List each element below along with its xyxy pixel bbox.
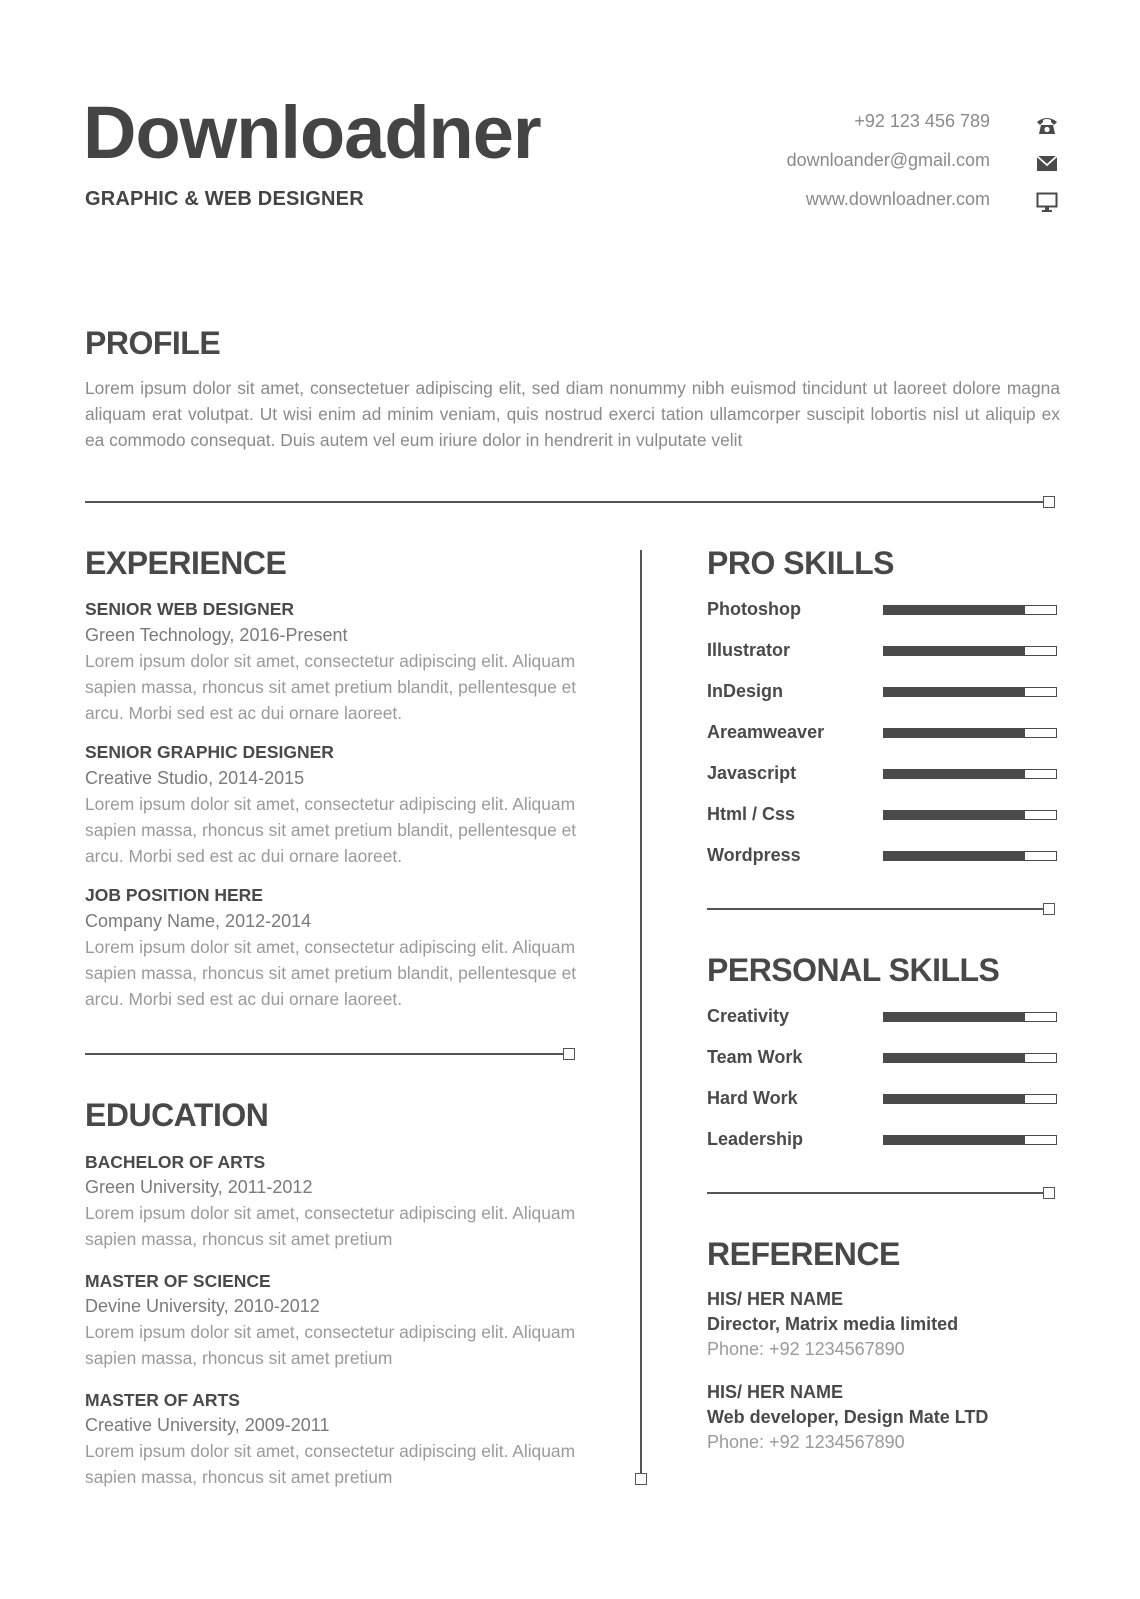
skill-bar	[883, 810, 1057, 820]
mail-icon	[1035, 153, 1059, 175]
skill-bar	[883, 687, 1057, 697]
skill-name: Illustrator	[707, 640, 791, 660]
experience-company: Company Name, 2012-2014	[85, 911, 312, 931]
skill-bar	[883, 1012, 1057, 1022]
phone-icon	[1035, 114, 1059, 136]
skill-bar	[883, 1135, 1057, 1145]
resume-name: Downloadner	[83, 91, 541, 174]
skill-name: Javascript	[707, 763, 797, 783]
reference-role: Web developer, Design Mate LTD	[707, 1407, 989, 1427]
experience-description: Lorem ipsum dolor sit amet, consectetur adipiscing elit. Aliquam sapien massa, rhoncus sit amet pretium blandit, pellentesque et arcu. Morbi sed est ac dui ornare laoreet.	[85, 794, 577, 866]
skill-name: Creativity	[707, 1006, 790, 1026]
personal-skills-divider	[707, 1192, 1047, 1194]
skill-bar	[883, 728, 1057, 738]
skill-name: Wordpress	[707, 845, 801, 865]
skill-name: Hard Work	[707, 1088, 798, 1108]
experience-company: Creative Studio, 2014-2015	[85, 768, 305, 788]
education-school: Green University, 2011-2012	[85, 1177, 313, 1197]
pro-skills-heading: PRO SKILLS	[707, 545, 895, 581]
experience-company: Green Technology, 2016-Present	[85, 625, 348, 645]
skill-bar	[883, 769, 1057, 779]
skill-name: Leadership	[707, 1129, 804, 1149]
email-text: downloander@gmail.com	[786, 150, 990, 170]
divider-end-marker	[1043, 1187, 1055, 1199]
profile-divider	[85, 501, 1047, 503]
education-degree: BACHELOR OF ARTS	[85, 1152, 266, 1172]
divider-end-marker	[635, 1473, 647, 1485]
education-description: Lorem ipsum dolor sit amet, consectetur adipiscing elit. Aliquam sapien massa, rhoncus sit amet pretium	[85, 1203, 576, 1249]
pro-skills-divider	[707, 908, 1047, 910]
skill-name: Html / Css	[707, 804, 796, 824]
education-heading: EDUCATION	[85, 1097, 269, 1133]
experience-title: SENIOR WEB DESIGNER	[85, 599, 295, 619]
skill-bar	[883, 851, 1057, 861]
personal-skills-heading: PERSONAL SKILLS	[707, 952, 1000, 988]
column-divider	[640, 550, 642, 1474]
experience-title: SENIOR GRAPHIC DESIGNER	[85, 742, 334, 762]
skill-name: Team Work	[707, 1047, 803, 1067]
education-degree: MASTER OF ARTS	[85, 1390, 240, 1410]
education-description: Lorem ipsum dolor sit amet, consectetur adipiscing elit. Aliquam sapien massa, rhoncus sit amet pretium	[85, 1441, 576, 1487]
monitor-icon	[1035, 192, 1059, 214]
skill-name: Areamweaver	[707, 722, 825, 742]
education-school: Creative University, 2009-2011	[85, 1415, 330, 1435]
education-degree: MASTER OF SCIENCE	[85, 1271, 271, 1291]
profile-text: Lorem ipsum dolor sit amet, consectetuer adipiscing elit, sed diam nonummy nibh euismod tincidunt ut laoreet dolore magna aliquam erat volutpat. Ut wisi enim ad minim veniam, quis nostrud exerci tation ullamcorper suscipit lobortis nisl ut aliquip ex ea commodo consequat. Duis autem vel eum iriure dolor in hendrerit in vulputate velit	[85, 378, 1060, 450]
reference-name: HIS/ HER NAME	[707, 1382, 844, 1402]
skill-bar	[883, 605, 1057, 615]
experience-description: Lorem ipsum dolor sit amet, consectetur adipiscing elit. Aliquam sapien massa, rhoncus sit amet pretium blandit, pellentesque et arcu. Morbi sed est ac dui ornare laoreet.	[85, 651, 577, 723]
divider-end-marker	[1043, 496, 1055, 508]
divider-end-marker	[563, 1048, 575, 1060]
experience-divider	[85, 1053, 569, 1055]
reference-phone: Phone: +92 1234567890	[707, 1432, 905, 1452]
experience-heading: EXPERIENCE	[85, 545, 287, 581]
skill-name: Photoshop	[707, 599, 801, 619]
profile-heading: PROFILE	[85, 325, 221, 361]
skill-name: InDesign	[707, 681, 784, 701]
education-description: Lorem ipsum dolor sit amet, consectetur adipiscing elit. Aliquam sapien massa, rhoncus sit amet pretium	[85, 1322, 576, 1368]
experience-title: JOB POSITION HERE	[85, 885, 263, 905]
skill-bar	[883, 1094, 1057, 1104]
phone-text: +92 123 456 789	[854, 111, 990, 131]
skill-bar	[883, 1053, 1057, 1063]
skill-bar	[883, 646, 1057, 656]
reference-role: Director, Matrix media limited	[707, 1314, 959, 1334]
experience-description: Lorem ipsum dolor sit amet, consectetur adipiscing elit. Aliquam sapien massa, rhoncus sit amet pretium blandit, pellentesque et arcu. Morbi sed est ac dui ornare laoreet.	[85, 937, 577, 1009]
reference-heading: REFERENCE	[707, 1236, 900, 1272]
job-title: GRAPHIC & WEB DESIGNER	[85, 188, 364, 210]
reference-name: HIS/ HER NAME	[707, 1289, 844, 1309]
divider-end-marker	[1043, 903, 1055, 915]
website-text: www.downloadner.com	[805, 189, 990, 209]
reference-phone: Phone: +92 1234567890	[707, 1339, 905, 1359]
education-school: Devine University, 2010-2012	[85, 1296, 320, 1316]
